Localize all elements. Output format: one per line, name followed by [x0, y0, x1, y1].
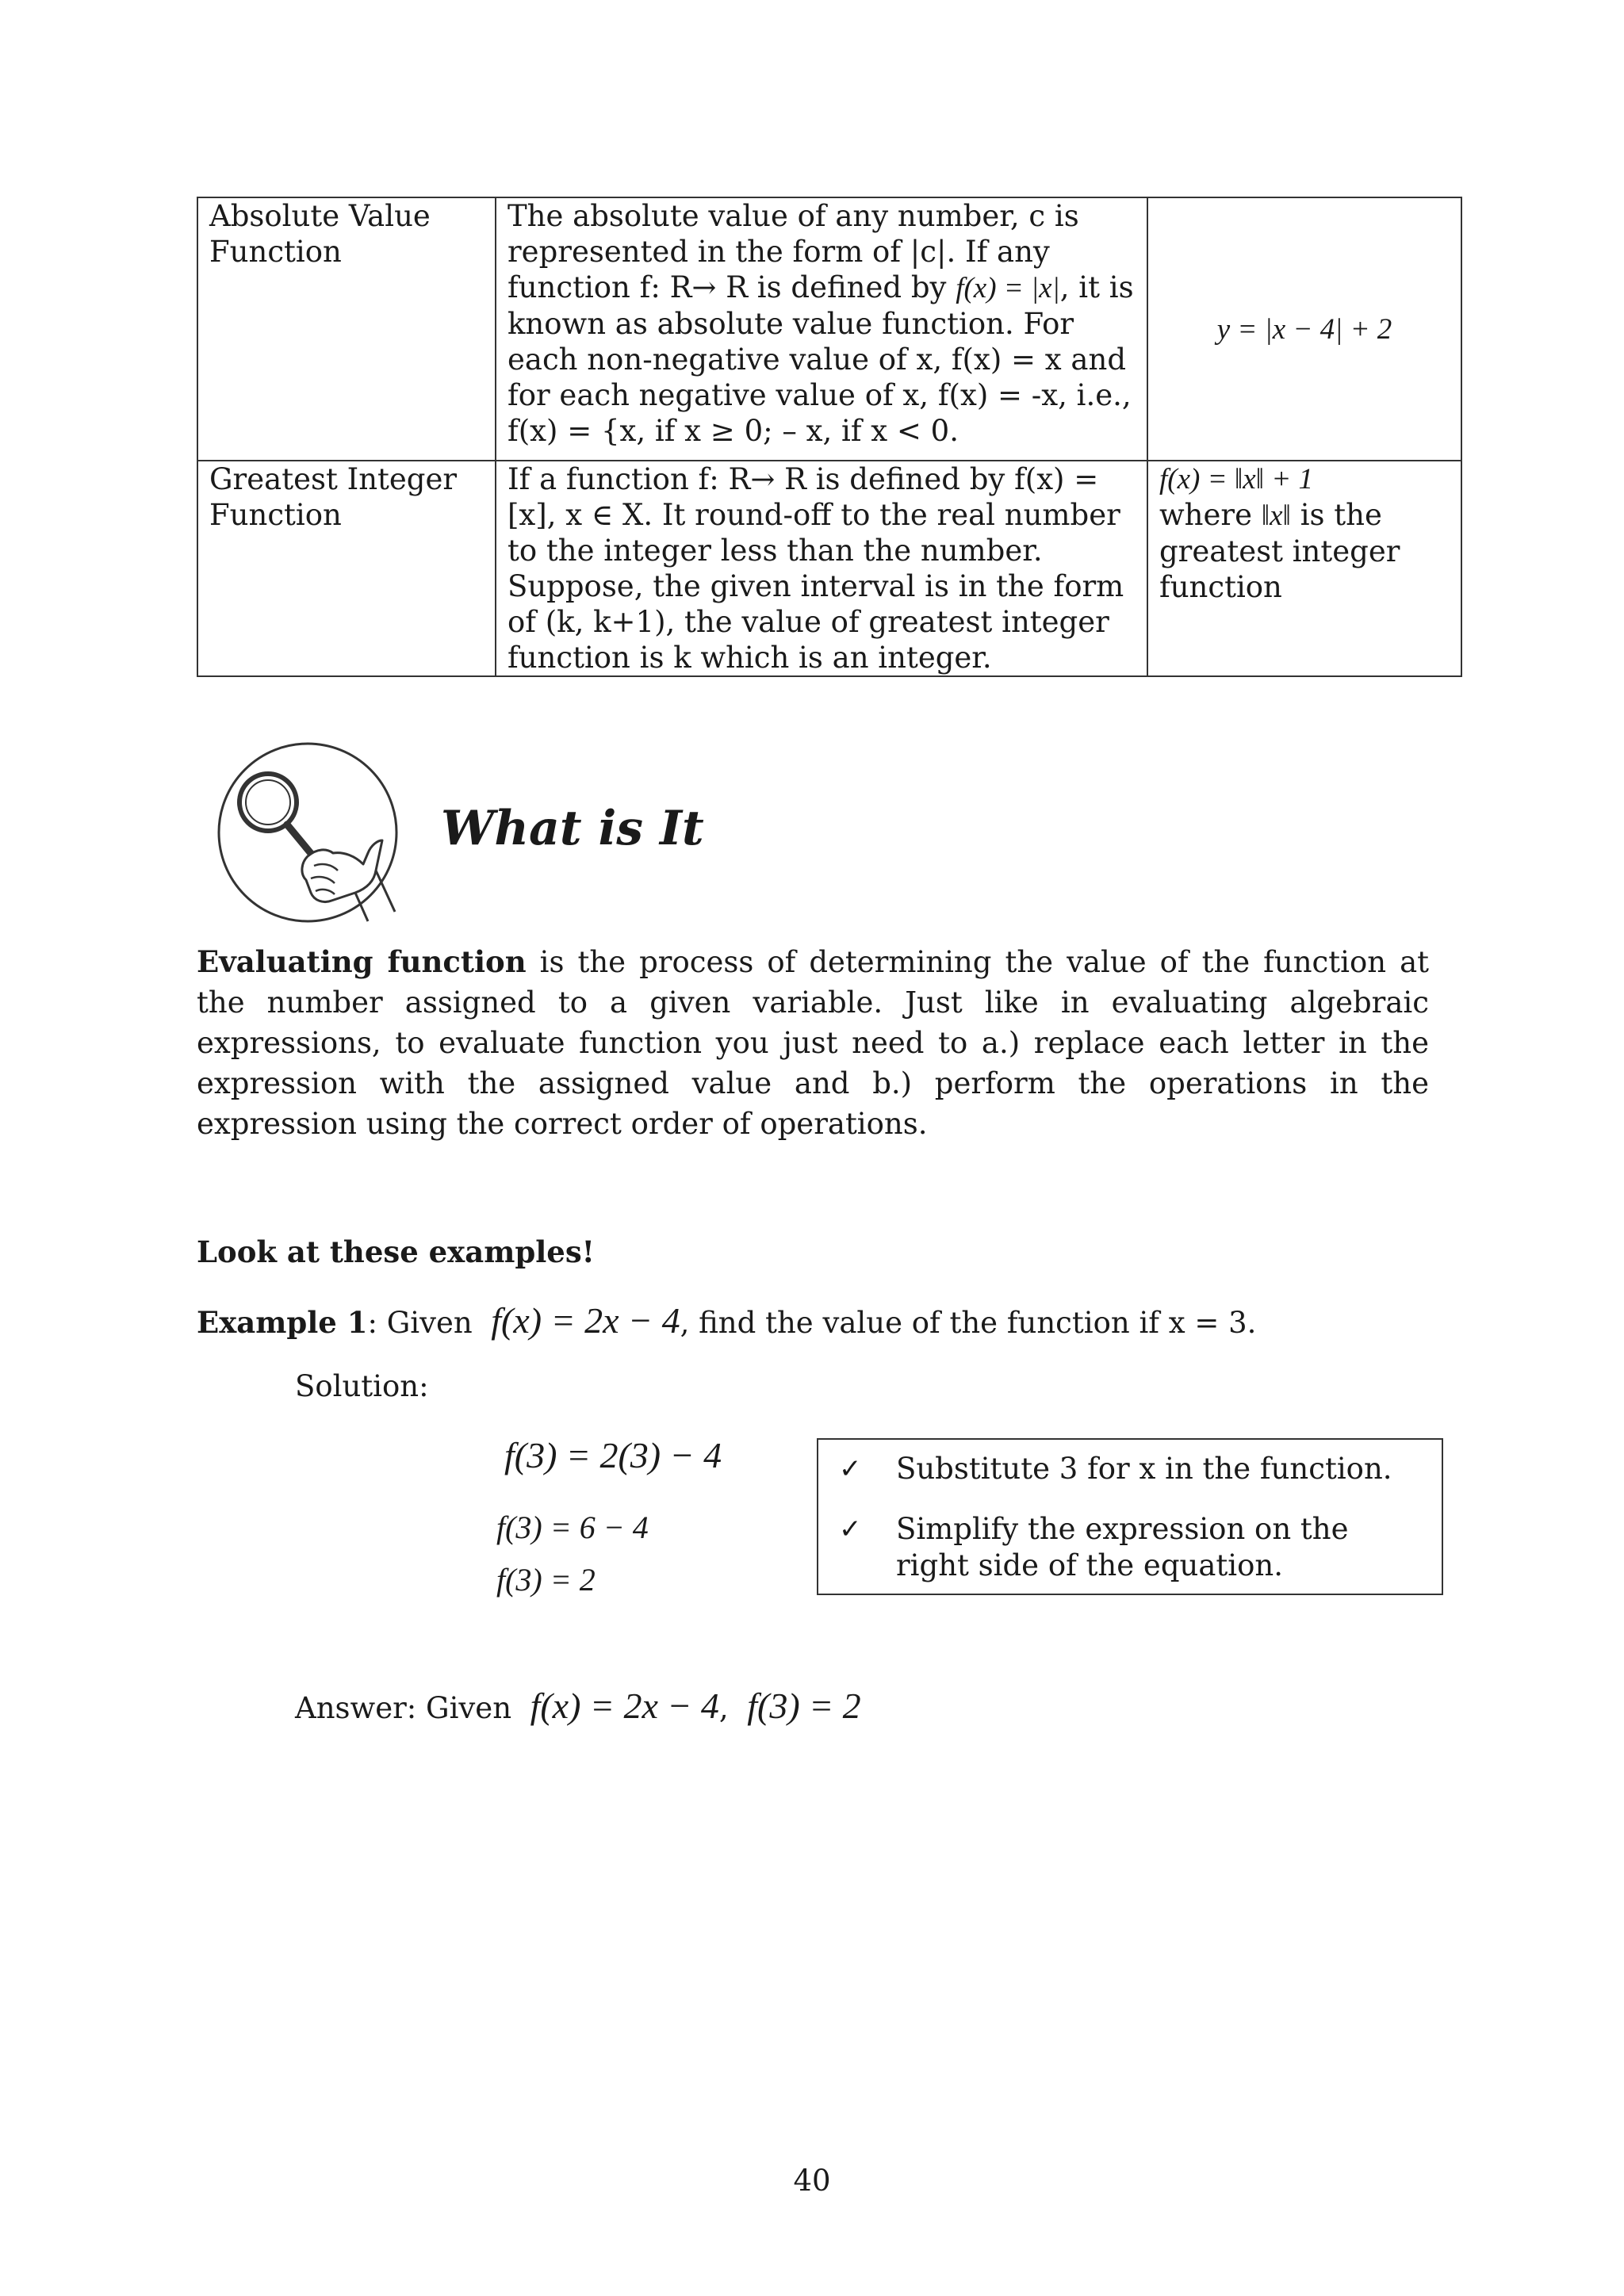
answer-statement: [295, 1682, 861, 1732]
page-number: 40: [793, 2164, 831, 2198]
absolute-value-definition: f(x) = |x|: [956, 272, 1060, 304]
function-description-part-1: The absolute value of any number, c is represented in the form of |c|. If any function f: R→ R is defined by: [508, 199, 1079, 304]
example-task: , find the value of the function if x = 3.: [680, 1306, 1257, 1340]
greatest-integer-note: [1159, 497, 1450, 605]
example-given: : Given: [367, 1306, 473, 1340]
note-text: Simplify the expression on the right side of the equation.: [896, 1512, 1349, 1582]
example-label: Example 1: [197, 1305, 368, 1340]
answer-label: Answer: Given: [295, 1691, 512, 1725]
function-name-cell: [197, 461, 496, 676]
function-description: If a function f: R→ R is defined by f(x) = [x], x ∈ X. It round-off to the real number to the integer less than the number. Suppose, the given interval is in the form of (k, k+1), the value of greatest integer function is k which is an integer.: [508, 462, 1124, 675]
function-description-cell: [496, 461, 1147, 676]
answer-separator: ,: [718, 1691, 729, 1725]
function-name: Greatest Integer Function: [209, 462, 458, 532]
where-label: where: [1159, 498, 1252, 532]
intro-text: is the process of determining the value of the function at the number assigned to a given variable. Just like in evaluating algebraic expressions, to evaluate function you just need to a.) replace each letter in the expression with the assigned value and b.) perform the operations in the expression using the correct order of operations.: [197, 945, 1430, 1141]
intro-paragraph: [197, 942, 1429, 1144]
function-example-cell: [1147, 197, 1461, 461]
table-row: [197, 197, 1461, 461]
norm-symbol: ‖x‖: [1261, 499, 1291, 532]
answer-value: f(3) = 2: [747, 1686, 861, 1726]
function-description-part-2: , it is known as absolute value function. For each non-negative value of x, f(x) = x and for each negative value of x, f(x) = -x, i.e., f(x) = {x, if x ≥ 0; – x, if x < 0.: [508, 270, 1134, 448]
example-formula: f(x) = 2x − 4: [491, 1300, 680, 1341]
solution-label: Solution:: [295, 1369, 429, 1403]
function-description-cell: [496, 197, 1147, 461]
function-types-table: [197, 197, 1462, 677]
solution-step-1: f(3) = 2(3) − 4: [504, 1435, 722, 1475]
note-text: Substitute 3 for x in the function.: [896, 1452, 1392, 1486]
list-item: [839, 1451, 1426, 1487]
table-row: [197, 461, 1461, 676]
answer-formula: f(x) = 2x − 4: [530, 1686, 719, 1726]
check-mark-icon: ✓: [839, 1453, 862, 1485]
check-mark-icon: ✓: [839, 1513, 862, 1545]
greatest-integer-example: f(x) = ‖x‖ + 1: [1159, 463, 1313, 496]
example-1-statement: [197, 1297, 1256, 1347]
function-name-cell: [197, 197, 496, 461]
section-title: What is It: [441, 801, 704, 856]
list-item: [839, 1511, 1426, 1584]
solution-step-2: f(3) = 6 − 4: [496, 1510, 649, 1545]
absolute-value-example: y = |x − 4| + 2: [1216, 313, 1392, 346]
greatest-integer-note-rest: is the greatest integer function: [1159, 498, 1400, 604]
function-name: Absolute Value Function: [209, 199, 431, 269]
solution-notes-box: [817, 1438, 1443, 1595]
examples-heading: Look at these examples!: [197, 1234, 595, 1269]
magnifying-glass-in-hand-icon: [213, 737, 403, 928]
solution-step-3: f(3) = 2: [496, 1562, 596, 1598]
function-example-cell: [1147, 461, 1461, 676]
intro-term: Evaluating function: [197, 944, 527, 979]
